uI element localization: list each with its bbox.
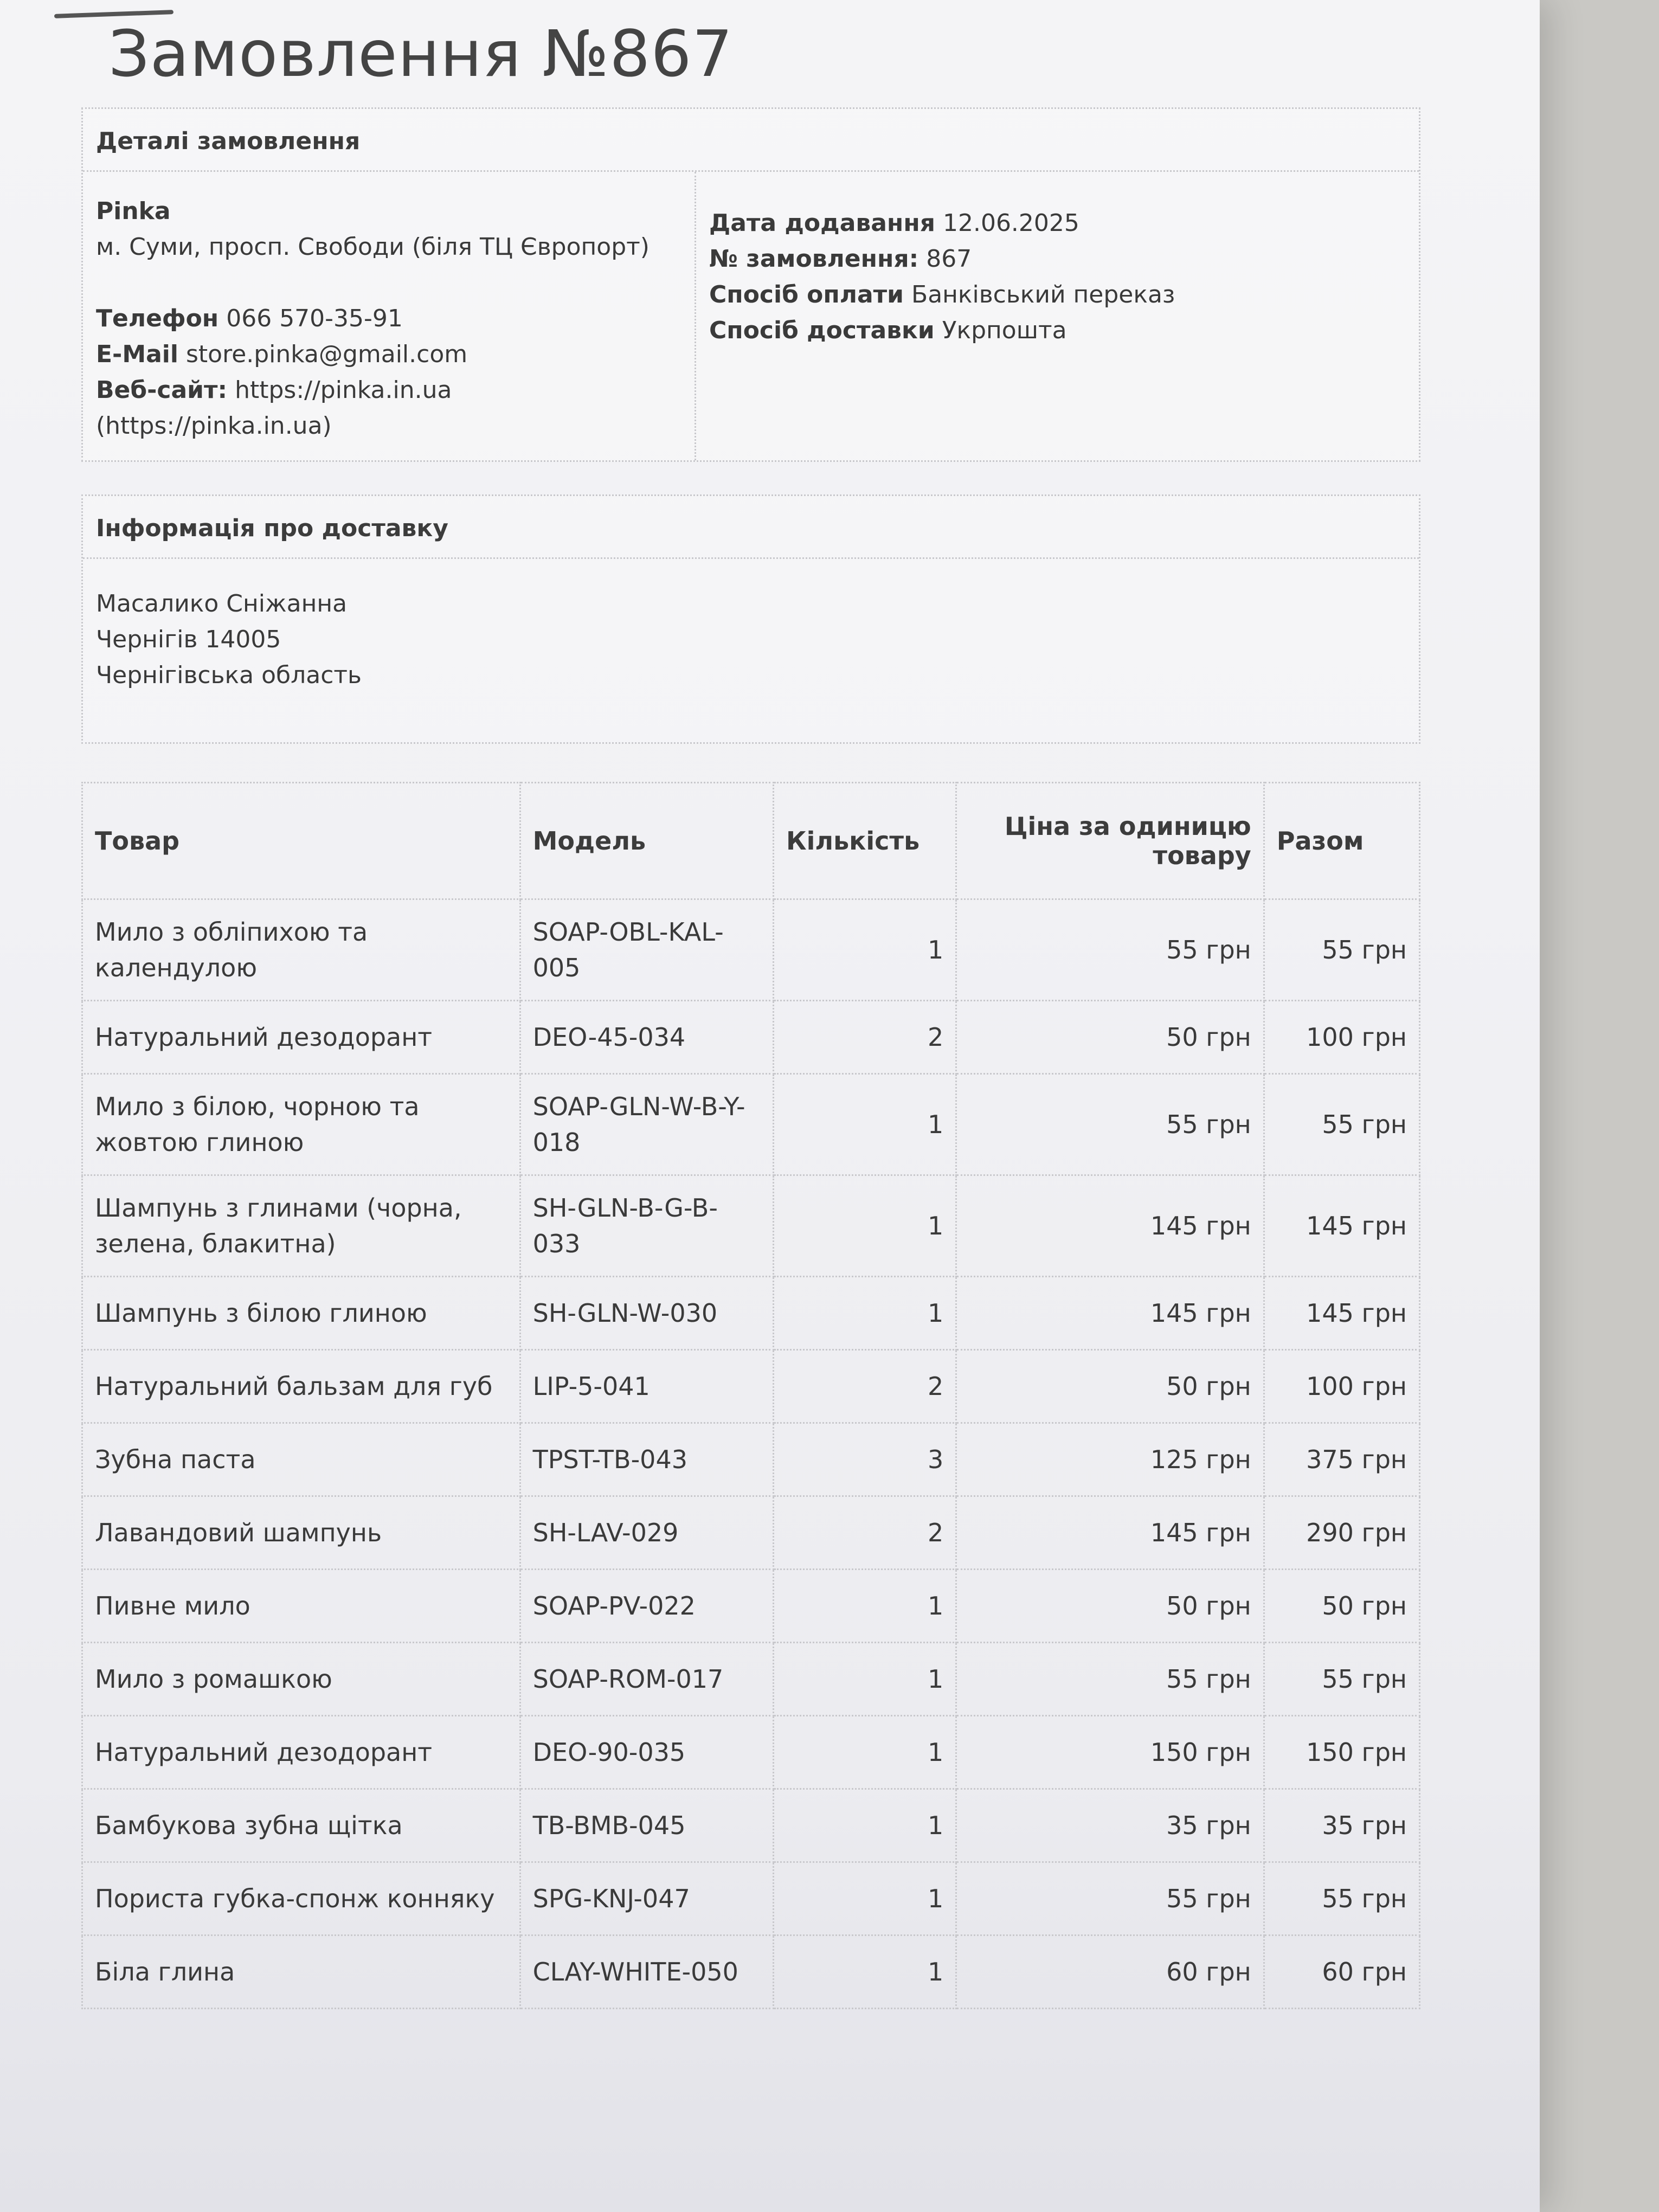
cell-product: Мило з обліпихою та календулою xyxy=(82,899,520,1001)
store-info xyxy=(83,172,696,460)
cell-total: 50 грн xyxy=(1264,1570,1419,1643)
store-email-line xyxy=(96,337,681,372)
order-document xyxy=(81,16,1420,2009)
cell-quantity: 1 xyxy=(774,1716,956,1789)
cell-quantity: 3 xyxy=(774,1423,956,1496)
cell-total: 100 грн xyxy=(1264,1350,1419,1423)
number-label: № замовлення: xyxy=(709,245,919,273)
cell-product: Лавандовий шампунь xyxy=(82,1496,520,1570)
cell-quantity: 1 xyxy=(774,1175,956,1277)
cell-total: 290 грн xyxy=(1264,1496,1419,1570)
table-row xyxy=(82,1277,1420,1350)
cell-product: Натуральний дезодорант xyxy=(82,1716,520,1789)
order-details-box xyxy=(81,107,1420,462)
phone-label: Телефон xyxy=(96,305,219,332)
cell-total: 60 грн xyxy=(1264,1935,1419,2009)
table-row xyxy=(82,1935,1420,2009)
column-header-total: Разом xyxy=(1264,783,1419,899)
cell-total: 55 грн xyxy=(1264,1862,1419,1935)
cell-model: DEO-90-035 xyxy=(520,1716,773,1789)
cell-model: SOAP-PV-022 xyxy=(520,1570,773,1643)
column-header-product: Товар xyxy=(82,783,520,899)
cell-total: 55 грн xyxy=(1264,1643,1419,1716)
cell-unit-price: 50 грн xyxy=(956,1570,1264,1643)
cell-unit-price: 150 грн xyxy=(956,1716,1264,1789)
table-row xyxy=(82,1496,1420,1570)
order-number-line xyxy=(709,241,1406,277)
email-value: store.pinka@gmail.com xyxy=(185,340,468,368)
table-row xyxy=(82,1074,1420,1175)
table-header-row xyxy=(82,783,1420,899)
products-table xyxy=(81,782,1420,2009)
cell-quantity: 2 xyxy=(774,1350,956,1423)
cell-product: Натуральний дезодорант xyxy=(82,1001,520,1074)
cell-unit-price: 50 грн xyxy=(956,1350,1264,1423)
cell-unit-price: 125 грн xyxy=(956,1423,1264,1496)
cell-total: 150 грн xyxy=(1264,1716,1419,1789)
recipient-region: Чернігівська область xyxy=(96,661,362,689)
cell-quantity: 1 xyxy=(774,1643,956,1716)
store-address: м. Суми, просп. Свободи (біля ТЦ Європорт) xyxy=(96,233,650,261)
cell-total: 145 грн xyxy=(1264,1175,1419,1277)
cell-unit-price: 145 грн xyxy=(956,1277,1264,1350)
cell-product: Пориста губка-спонж конняку xyxy=(82,1862,520,1935)
table-row xyxy=(82,1423,1420,1496)
table-row xyxy=(82,1570,1420,1643)
shipping-line xyxy=(709,313,1406,349)
cell-quantity: 2 xyxy=(774,1496,956,1570)
store-website-line xyxy=(96,372,681,444)
cell-unit-price: 55 грн xyxy=(956,899,1264,1001)
cell-model: SH-GLN-W-030 xyxy=(520,1277,773,1350)
number-value: 867 xyxy=(926,245,972,273)
cell-quantity: 1 xyxy=(774,899,956,1001)
column-header-unit-price: Ціна за одиницю товару xyxy=(956,783,1264,899)
cell-product: Шампунь з білою глиною xyxy=(82,1277,520,1350)
cell-product: Біла глина xyxy=(82,1935,520,2009)
cell-quantity: 1 xyxy=(774,1277,956,1350)
order-meta xyxy=(696,172,1419,460)
cell-quantity: 1 xyxy=(774,1570,956,1643)
cell-model: SPG-KNJ-047 xyxy=(520,1862,773,1935)
cell-unit-price: 55 грн xyxy=(956,1643,1264,1716)
store-phone-line xyxy=(96,301,681,337)
cell-total: 100 грн xyxy=(1264,1001,1419,1074)
email-label: E-Mail xyxy=(96,340,178,368)
phone-value: 066 570-35-91 xyxy=(226,305,403,332)
table-row xyxy=(82,1350,1420,1423)
cell-unit-price: 145 грн xyxy=(956,1175,1264,1277)
products-table-body xyxy=(82,899,1420,2009)
cell-total: 55 грн xyxy=(1264,1074,1419,1175)
payment-label: Спосіб оплати xyxy=(709,281,904,308)
shipping-label: Спосіб доставки xyxy=(709,317,935,344)
table-row xyxy=(82,1175,1420,1277)
cell-quantity: 1 xyxy=(774,1862,956,1935)
table-row xyxy=(82,1001,1420,1074)
cell-model: SOAP-ROM-017 xyxy=(520,1643,773,1716)
cell-model: SH-LAV-029 xyxy=(520,1496,773,1570)
cell-product: Мило з ромашкою xyxy=(82,1643,520,1716)
cell-model: SH-GLN-B-G-B-033 xyxy=(520,1175,773,1277)
cell-model: CLAY-WHITE-050 xyxy=(520,1935,773,2009)
table-row xyxy=(82,899,1420,1001)
cell-product: Зубна паста xyxy=(82,1423,520,1496)
delivery-header: Інформація про доставку xyxy=(83,496,1419,559)
table-row xyxy=(82,1643,1420,1716)
recipient-city: Чернігів 14005 xyxy=(96,626,281,653)
website-label: Веб-сайт: xyxy=(96,376,228,404)
cell-unit-price: 50 грн xyxy=(956,1001,1264,1074)
cell-product: Мило з білою, чорною та жовтою глиною xyxy=(82,1074,520,1175)
table-row xyxy=(82,1716,1420,1789)
page-title: Замовлення №867 xyxy=(108,16,734,91)
shipping-value: Укрпошта xyxy=(942,317,1067,344)
store-name: Pinka xyxy=(96,197,171,225)
cell-unit-price: 60 грн xyxy=(956,1935,1264,2009)
order-date-line xyxy=(709,205,1406,241)
cell-quantity: 1 xyxy=(774,1935,956,2009)
cell-model: SOAP-GLN-W-B-Y-018 xyxy=(520,1074,773,1175)
cell-product: Натуральний бальзам для губ xyxy=(82,1350,520,1423)
date-value: 12.06.2025 xyxy=(942,209,1079,237)
cell-quantity: 1 xyxy=(774,1074,956,1175)
table-row xyxy=(82,1862,1420,1935)
cell-unit-price: 55 грн xyxy=(956,1862,1264,1935)
cell-product: Бамбукова зубна щітка xyxy=(82,1789,520,1862)
cell-model: TB-BMB-045 xyxy=(520,1789,773,1862)
column-header-quantity: Кількість xyxy=(774,783,956,899)
cell-total: 375 грн xyxy=(1264,1423,1419,1496)
website-value: https://pinka.in.ua (https://pinka.in.ua) xyxy=(96,376,452,440)
cell-product: Пивне мило xyxy=(82,1570,520,1643)
cell-model: TPST-TB-043 xyxy=(520,1423,773,1496)
cell-quantity: 1 xyxy=(774,1789,956,1862)
payment-line xyxy=(709,277,1406,313)
cell-model: DEO-45-034 xyxy=(520,1001,773,1074)
delivery-info-box xyxy=(81,494,1420,744)
column-header-model: Модель xyxy=(520,783,773,899)
recipient-name: Масалико Сніжанна xyxy=(96,590,348,618)
cell-unit-price: 145 грн xyxy=(956,1496,1264,1570)
cell-model: SOAP-OBL-KAL-005 xyxy=(520,899,773,1001)
date-label: Дата додавання xyxy=(709,209,935,237)
cell-quantity: 2 xyxy=(774,1001,956,1074)
cell-total: 145 грн xyxy=(1264,1277,1419,1350)
cell-total: 55 грн xyxy=(1264,899,1419,1001)
cell-unit-price: 55 грн xyxy=(956,1074,1264,1175)
table-row xyxy=(82,1789,1420,1862)
cell-product: Шампунь з глинами (чорна, зелена, блакитна) xyxy=(82,1175,520,1277)
cell-model: LIP-5-041 xyxy=(520,1350,773,1423)
order-details-header: Деталі замовлення xyxy=(83,109,1419,172)
cell-unit-price: 35 грн xyxy=(956,1789,1264,1862)
cell-total: 35 грн xyxy=(1264,1789,1419,1862)
payment-value: Банківський переказ xyxy=(911,281,1175,308)
